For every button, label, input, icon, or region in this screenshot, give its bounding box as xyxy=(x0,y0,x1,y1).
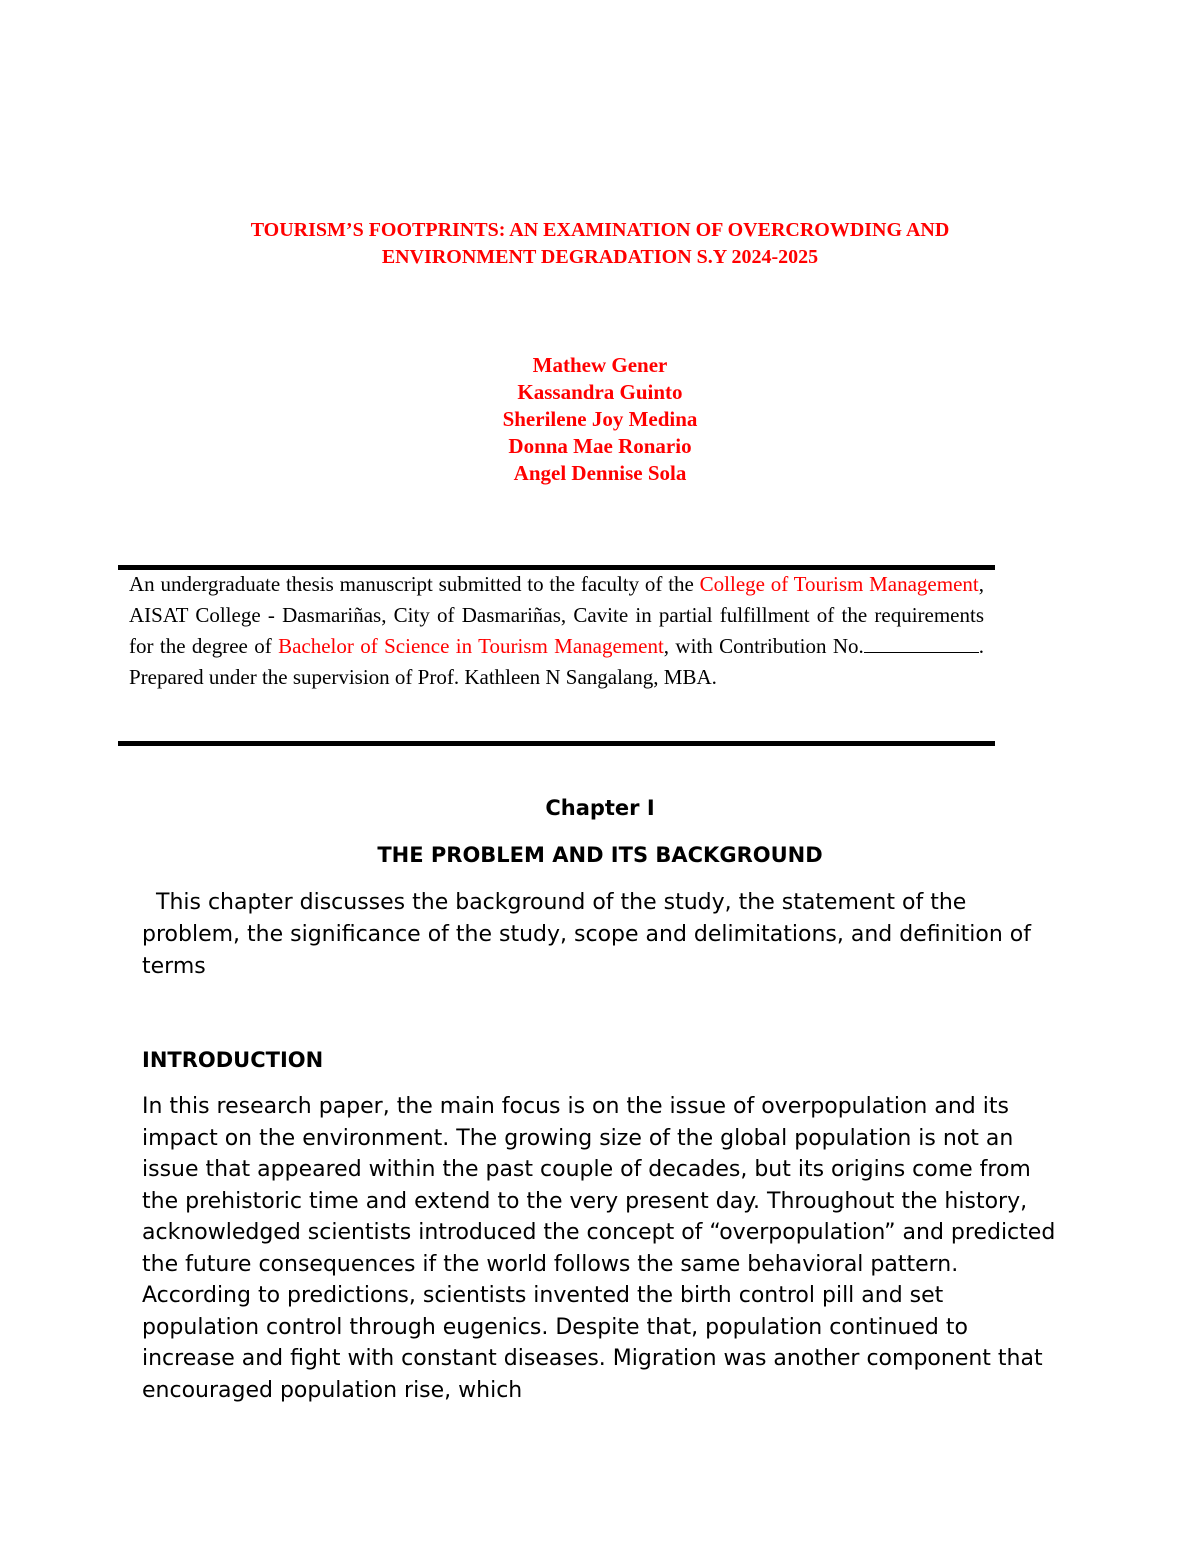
contribution-number-blank xyxy=(864,634,979,653)
thesis-title-line-2: ENVIRONMENT DEGRADATION S.Y 2024-2025 xyxy=(381,246,819,268)
author-name: Angel Dennise Sola xyxy=(513,461,687,485)
chapter-description: This chapter discusses the background of the study, the statement of the problem, the significance of the study, scope and delimitations, and definition of terms xyxy=(142,890,1039,979)
author-name: Mathew Gener xyxy=(532,353,668,377)
author-name: Donna Mae Ronario xyxy=(508,434,692,458)
author-name: Kassandra Guinto xyxy=(517,380,683,404)
submission-text-1: An undergraduate thesis manuscript submitted to the faculty of the xyxy=(129,572,700,596)
chapter-number: Chapter I xyxy=(545,796,655,820)
chapter-title: THE PROBLEM AND ITS BACKGROUND xyxy=(377,843,823,867)
degree-name: Bachelor of Science in Tourism Management xyxy=(278,634,664,658)
author-list xyxy=(0,352,1200,487)
submission-statement xyxy=(129,569,984,693)
submission-text-4: . Prepared under the supervision of Prof. Kathleen N Sangalang, MBA. xyxy=(129,634,984,689)
author-name: Sherilene Joy Medina xyxy=(502,407,698,431)
introduction-heading: INTRODUCTION xyxy=(142,1048,324,1072)
submission-text-3: , with Contribution No. xyxy=(663,634,864,658)
thesis-title-line-1: TOURISM’S FOOTPRINTS: AN EXAMINATION OF OVERCROWDING AND xyxy=(250,219,950,241)
college-name: College of Tourism Management xyxy=(699,572,979,596)
introduction-body: In this research paper, the main focus is on the issue of overpopulation and its impact on the environment. The growing size of the global population is not an issue that appeared within the past couple of decades, but its origins come from the prehistoric time and extend to the very present day. Throughout the history, acknowledged scientists introduced the concept of “overpopulation” and predicted the future consequences if the world follows the same behavioral pattern. According to predictions, scientists invented the birth control pill and set population control through eugenics. Despite that, population continued to increase and fight with constant diseases. Migration was another component that encouraged population rise, which xyxy=(142,1094,1056,1403)
bottom-divider xyxy=(118,741,995,746)
thesis-title xyxy=(0,217,1200,271)
submission-text-2: , AISAT College - Dasmariñas, City of Dasmariñas, Cavite in partial fulfillment of the requirements for the degree of xyxy=(129,572,984,658)
